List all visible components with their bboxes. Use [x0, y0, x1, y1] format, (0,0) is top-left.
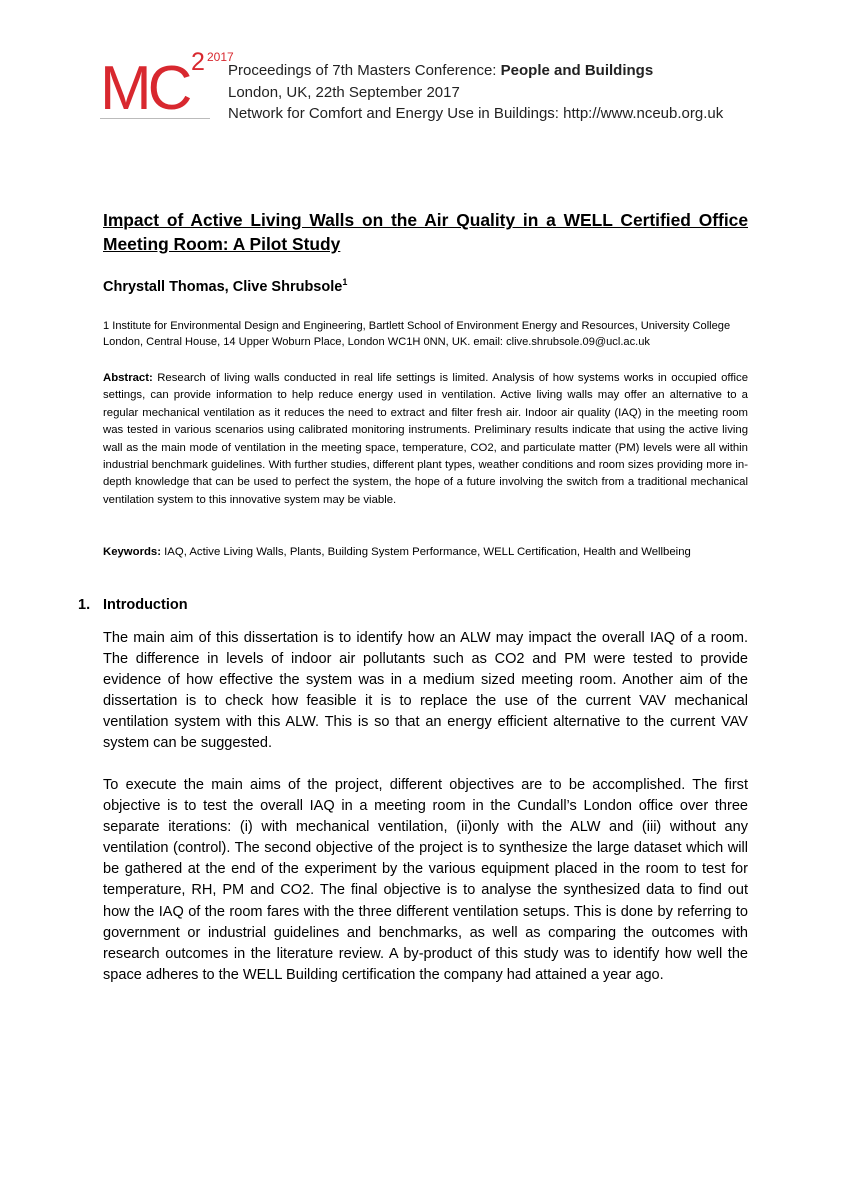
section-title: Introduction	[103, 597, 188, 613]
section-heading-introduction	[78, 597, 188, 613]
conference-theme: People and Buildings	[500, 62, 654, 79]
author-affiliation: 1 Institute for Environmental Design and Engineering, Bartlett School of Environment Energy and Resources, University College London, Central House, 14 Upper Woburn Place, London WC1H 0NN, UK. email: clive.shrubsole.09@ucl.ac.uk	[103, 320, 731, 348]
header-line-1: Proceedings of 7th Masters Conference: People and Buildings	[228, 62, 654, 79]
logo-underline	[100, 118, 210, 119]
keywords-text: IAQ, Active Living Walls, Plants, Building System Performance, WELL Certification, Health and Wellbeing	[161, 546, 691, 558]
abstract-text: Research of living walls conducted in real life settings is limited. Analysis of how systems works in occupied office settings, can provide information to help reduce energy used in ventilation. Active living walls may offer an alternative to a regular mechanical ventilation as it reduces the need to extract and filter fresh air. Indoor air quality (IAQ) in the meeting room was tested in various scenarios using calibrated monitoring instruments. Preliminary results indicate that using the active living wall as the main mode of ventilation in the meeting space, temperature, CO2, and particulate matter (PM) levels were all within industrial benchmark guidelines. With further studies, different plant types, weather conditions and room sizes providing more in-depth knowledge that can be used to perfect the system, the hope of a future involving the switch from a traditional mechanical ventilation system to this innovative system may be viable.	[103, 372, 748, 506]
logo-superscript: 2	[191, 48, 205, 76]
header-line-2: London, UK, 22th September 2017	[228, 83, 460, 101]
mc2017-logo	[100, 48, 234, 123]
keywords	[103, 544, 748, 561]
author-affiliation-marker: 1	[342, 277, 348, 287]
section-number: 1.	[78, 597, 91, 613]
keywords-label: Keywords:	[103, 546, 161, 558]
paper-title: Impact of Active Living Walls on the Air Quality in a WELL Certified Office Meeting Room: A Pilot Study	[103, 210, 748, 254]
intro-paragraph-1: The main aim of this dissertation is to identify how an ALW may impact the overall IAQ of a room. The difference in levels of indoor air pollutants such as CO2 and PM were tested to provide evidence of how effective the system was in a medium sized meeting room. Another aim of the dissertation is to check how feasible it is to replace the use of the current VAV mechanical ventilation system with this ALW. This is so that an energy efficient alternative to the current VAV system can be suggested.	[103, 630, 748, 752]
header-line-3: Network for Comfort and Energy Use in Buildings: http://www.nceub.org.uk	[228, 105, 724, 122]
paper-authors: Chrystall Thomas, Clive Shrubsole$^1$	[103, 277, 348, 295]
abstract-label: Abstract:	[103, 372, 153, 384]
logo-year: 2017	[207, 50, 234, 64]
conference-header	[228, 60, 723, 125]
logo-mc-text: MC	[100, 54, 189, 123]
intro-paragraph-2: To execute the main aims of the project, different objectives are to be accomplished. The first objective is to test the overall IAQ in a meeting room in the Cundall’s London office over three separate iterations: (i) with mechanical ventilation, (ii)only with the ALW and (iii) without any ventilation (control). The second objective of the project is to synthesize the large dataset which will be gathered at the end of the experiment by the various equipment placed in the room to test for temperature, RH, PM and CO2. The final objective is to analyse the synthesized data to find out how the IAQ of the room fares with the three different ventilation setups. This is done by referring to government or industrial guidelines and benchmarks, as well as comparing the outcomes with research outcomes in the literature review. A by-product of this study was to identify how well the space adheres to the WELL Building certification the company had attained a year ago.	[103, 777, 748, 983]
abstract	[103, 370, 748, 509]
